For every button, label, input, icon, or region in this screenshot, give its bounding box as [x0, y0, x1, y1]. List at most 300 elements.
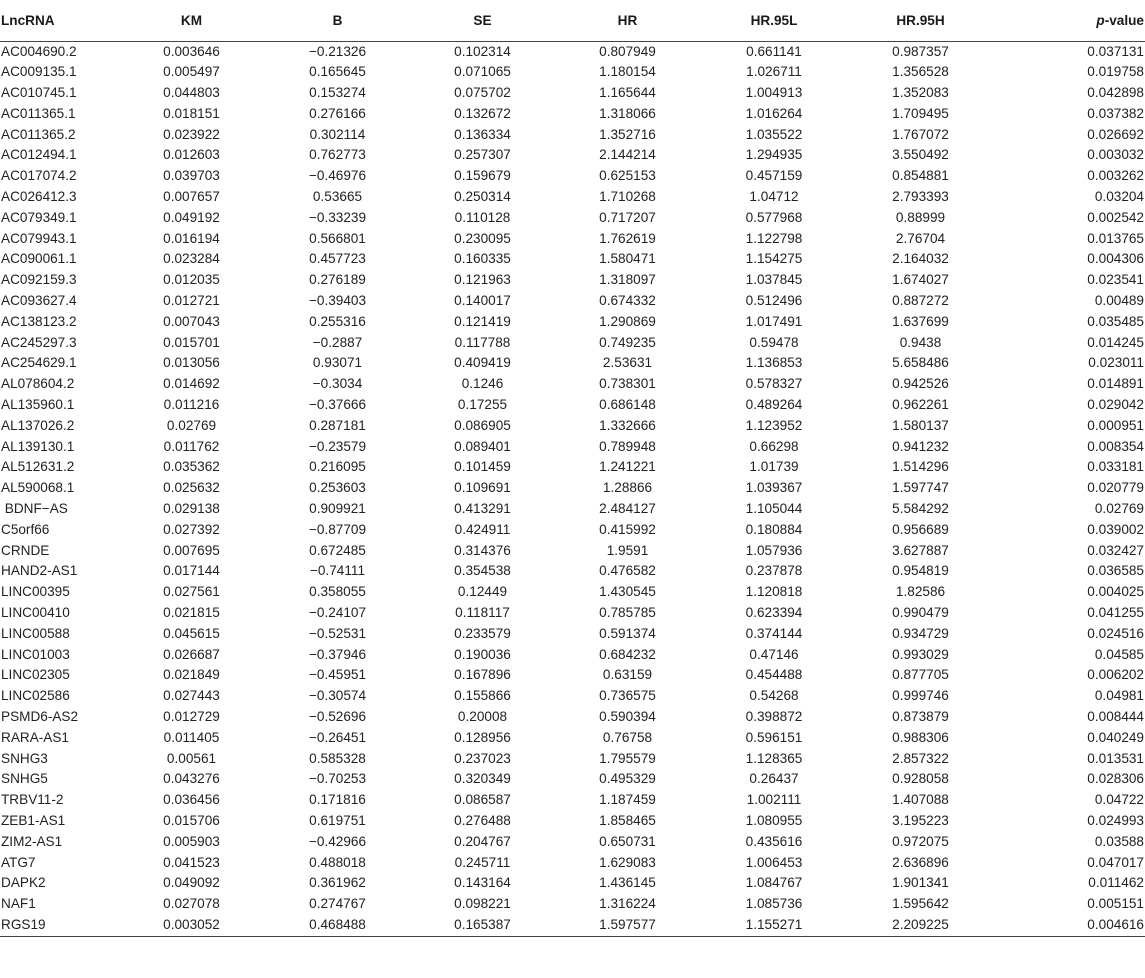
cell-pvalue: 0.047017	[1087, 854, 1144, 870]
cell-hr95h: 0.993029	[892, 646, 949, 662]
cell-se: 0.155866	[454, 688, 511, 704]
cell-km: 0.016194	[163, 230, 220, 246]
cell-km: 0.027443	[163, 688, 220, 704]
cell-hr: 0.749235	[599, 334, 656, 350]
cell-se: 0.101459	[454, 459, 511, 475]
cell-hr95h: 1.709495	[892, 105, 949, 121]
cell-se: 0.245711	[454, 854, 511, 870]
cell-lncrna: AL135960.1	[1, 397, 75, 413]
cell-hr95l: 0.398872	[745, 709, 803, 724]
cell-km: 0.044803	[163, 85, 220, 101]
cell-hr95h: 1.674027	[892, 272, 949, 288]
cell-hr95h: 2.857322	[892, 750, 949, 766]
table-row	[0, 208, 1145, 229]
cell-pvalue: 0.011462	[1088, 875, 1144, 891]
cell-lncrna: TRBV11-2	[1, 792, 64, 808]
cell-hr95l: 0.237878	[745, 563, 803, 579]
cell-hr95l: 1.04712	[749, 189, 799, 205]
cell-hr: 1.430545	[599, 584, 656, 600]
cell-hr95l: 1.123952	[745, 417, 803, 433]
cell-pvalue: 0.033181	[1087, 459, 1144, 475]
cell-hr: 0.476582	[599, 563, 656, 579]
cell-hr95l: 0.661141	[746, 43, 802, 59]
cell-pvalue: 0.03204	[1094, 189, 1144, 205]
cell-se: 0.20008	[457, 709, 508, 724]
cell-hr: 1.165644	[599, 85, 656, 101]
table-row	[0, 624, 1145, 645]
cell-se: 0.320349	[454, 771, 511, 787]
cell-se: 0.117788	[454, 334, 511, 350]
cell-pvalue: 0.02769	[1094, 501, 1144, 517]
cell-hr95h: 0.934729	[892, 625, 949, 641]
cell-se: 0.121963	[454, 272, 511, 288]
header-b: B	[265, 0, 410, 41]
cell-b: −0.52696	[308, 709, 367, 724]
table-body	[0, 41, 1145, 936]
cell-hr: 1.180154	[599, 64, 656, 80]
table-row	[0, 645, 1145, 666]
cell-km: 0.015706	[163, 812, 220, 828]
cell-b: −0.46976	[308, 168, 367, 184]
cell-km: 0.012721	[163, 293, 220, 309]
header-se: SE	[410, 0, 555, 41]
cell-lncrna: LINC00395	[1, 584, 70, 600]
table-row	[0, 790, 1145, 811]
header-hr: HR	[555, 0, 700, 41]
cell-hr95h: 1.597747	[892, 480, 949, 496]
table-row	[0, 603, 1145, 624]
cell-pvalue: 0.037382	[1087, 105, 1144, 121]
cell-hr: 0.686148	[599, 397, 656, 413]
cell-km: 0.018151	[163, 105, 220, 121]
cell-se: 0.159679	[454, 168, 511, 184]
cell-lncrna: AC026412.3	[1, 189, 77, 205]
cell-lncrna: AL139130.1	[1, 438, 75, 454]
cell-hr95h: 5.658486	[892, 355, 949, 371]
cell-km: 0.021849	[163, 667, 220, 683]
cell-hr95h: 0.954819	[892, 563, 949, 579]
cell-km: 0.007657	[163, 189, 220, 205]
cell-hr: 0.674332	[599, 293, 656, 309]
cell-hr: 1.762619	[599, 230, 656, 246]
table-row	[0, 499, 1145, 520]
cell-b: 0.468488	[265, 915, 410, 936]
cell-hr95l: 0.374144	[745, 625, 803, 641]
cell-lncrna: CRNDE	[1, 542, 50, 558]
cell-hr: 0.76758	[602, 729, 653, 745]
cell-b: 0.171816	[309, 792, 366, 808]
cell-hr95h: 3.627887	[892, 542, 949, 558]
cell-b: −0.21326	[308, 43, 367, 59]
cell-pvalue: 0.032427	[1087, 542, 1144, 558]
cell-hr95l: 0.577968	[745, 209, 803, 225]
cell-hr: 2.144214	[599, 147, 656, 163]
cell-hr95l: 1.122798	[745, 230, 803, 246]
cell-km: 0.003646	[163, 43, 220, 59]
cell-km: 0.003052	[118, 915, 265, 936]
cell-hr: 0.63159	[602, 667, 653, 683]
cell-hr95h: 0.887272	[892, 293, 949, 309]
cell-hr95h: 0.999746	[892, 688, 949, 704]
cell-km: 0.027078	[163, 896, 220, 912]
cell-b: 0.276166	[309, 105, 366, 121]
cell-se: 0.118117	[455, 605, 510, 621]
cell-pvalue: 0.000951	[1087, 417, 1144, 433]
cell-se: 0.132672	[454, 105, 511, 121]
table-row	[0, 187, 1145, 208]
cell-hr: 0.684232	[599, 646, 656, 662]
cell-hr: 0.785785	[599, 605, 656, 621]
cell-hr95h: 1.407088	[892, 792, 949, 808]
cell-lncrna: SNHG5	[1, 771, 48, 787]
cell-pvalue: 0.029042	[1087, 397, 1144, 413]
cell-pvalue: 0.04585	[1094, 646, 1144, 662]
cell-hr: 1.795579	[599, 750, 656, 766]
cell-b: −0.45951	[308, 667, 367, 683]
cell-hr95h: 0.987357	[892, 43, 949, 59]
cell-hr95h: 0.877705	[892, 667, 949, 683]
cell-hr: 1.28866	[602, 480, 653, 496]
cell-lncrna: AC093627.4	[1, 293, 77, 309]
cell-pvalue: 0.024993	[1087, 812, 1144, 828]
cell-pvalue: 0.004616	[993, 915, 1145, 936]
cell-se: 0.17255	[457, 397, 508, 413]
cell-hr95h: 0.873879	[892, 709, 949, 724]
cell-lncrna: AC017074.2	[1, 168, 77, 184]
table-row	[0, 166, 1145, 187]
cell-hr: 0.650731	[599, 833, 656, 849]
table-row	[0, 41, 1145, 62]
cell-b: −0.2887	[312, 334, 363, 350]
cell-hr: 0.738301	[599, 376, 656, 392]
cell-b: 0.762773	[309, 147, 366, 163]
cell-b: −0.70253	[308, 771, 367, 787]
cell-hr95h: 0.854881	[892, 168, 949, 184]
cell-pvalue: 0.026692	[1087, 126, 1144, 142]
cell-se: 0.086587	[454, 792, 511, 808]
cell-km: 0.011405	[163, 729, 220, 745]
header-hr95l: HR.95L	[700, 0, 848, 41]
cell-km: 0.026687	[163, 646, 220, 662]
cell-lncrna: AC079349.1	[1, 209, 77, 225]
table-row	[0, 83, 1145, 104]
table-row	[0, 457, 1145, 478]
cell-hr95l: 1.120818	[745, 584, 803, 600]
cell-se: 0.086905	[454, 417, 511, 433]
cell-km: 0.00561	[166, 750, 217, 766]
cell-hr95l: 1.084767	[745, 875, 803, 891]
cell-hr95h: 1.82586	[895, 584, 946, 600]
cell-hr95h: 1.352083	[892, 85, 949, 101]
cell-lncrna: AL078604.2	[1, 376, 75, 392]
cell-se: 0.237023	[454, 750, 511, 766]
cell-km: 0.012603	[163, 147, 220, 163]
cell-hr95h: 1.514296	[892, 459, 949, 475]
cell-b: 0.585328	[309, 750, 366, 766]
cell-b: 0.302114	[309, 126, 366, 142]
table-row	[0, 437, 1145, 458]
cell-km: 0.027561	[163, 584, 220, 600]
cell-hr95h: 2.76704	[895, 230, 946, 246]
cell-b: 0.255316	[309, 313, 366, 329]
cell-b: −0.37666	[308, 397, 367, 413]
cell-hr95l: 1.155271	[700, 915, 848, 936]
cell-b: 0.361962	[309, 875, 366, 891]
cell-pvalue: 0.023541	[1087, 272, 1144, 288]
cell-pvalue: 0.039002	[1087, 521, 1144, 537]
cell-se: 0.102314	[454, 43, 511, 59]
cell-km: 0.012035	[163, 272, 220, 288]
cell-b: 0.274767	[309, 896, 366, 912]
cell-hr95l: 1.006453	[745, 854, 803, 870]
cell-lncrna: RGS19	[0, 915, 118, 936]
cell-b: −0.30574	[308, 688, 367, 704]
header-pvalue-suffix: -value	[1104, 12, 1144, 28]
table-row	[0, 541, 1145, 562]
cell-se: 0.098221	[454, 896, 511, 912]
table-row	[0, 832, 1145, 853]
cell-hr95h: 0.942526	[892, 376, 949, 392]
cell-se: 0.167896	[454, 667, 511, 683]
cell-se: 0.110128	[454, 209, 511, 225]
cell-hr: 0.625153	[599, 168, 656, 184]
cell-se: 0.204767	[454, 833, 511, 849]
table-row	[0, 769, 1145, 790]
cell-pvalue: 0.04981	[1094, 688, 1144, 704]
cell-pvalue: 0.014891	[1087, 376, 1144, 392]
cell-km: 0.021815	[163, 605, 220, 621]
cell-lncrna: AC011365.2	[1, 126, 76, 142]
cell-km: 0.012729	[163, 709, 220, 724]
cell-pvalue: 0.004025	[1087, 584, 1144, 600]
cell-lncrna: AC254629.1	[1, 355, 77, 371]
cell-se: 0.160335	[454, 251, 511, 267]
cell-km: 0.02769	[166, 417, 217, 433]
cell-se: 0.354538	[454, 563, 511, 579]
table-row	[0, 333, 1145, 354]
cell-se: 0.121419	[454, 313, 511, 329]
cell-hr95l: 0.596151	[745, 729, 803, 745]
header-lncrna: LncRNA	[0, 0, 118, 41]
cell-hr95l: 0.457159	[745, 168, 803, 184]
table-row	[0, 395, 1145, 416]
cell-hr: 1.318066	[599, 105, 656, 121]
cell-lncrna: AL590068.1	[1, 480, 75, 496]
cell-hr95l: 1.037845	[745, 272, 803, 288]
cell-lncrna: ZEB1-AS1	[1, 812, 66, 828]
cell-b: 0.53665	[312, 189, 363, 205]
cell-hr: 1.580471	[599, 251, 656, 267]
cell-b: −0.24107	[308, 605, 367, 621]
cell-hr95l: 0.489264	[745, 397, 803, 413]
table-row	[0, 478, 1145, 499]
cell-se: 0.250314	[454, 189, 511, 205]
cell-pvalue: 0.024516	[1087, 625, 1144, 641]
cell-km: 0.023284	[163, 251, 220, 267]
header-pvalue-p: p	[1096, 12, 1105, 28]
table-row	[0, 229, 1145, 250]
cell-b: −0.3034	[312, 376, 363, 392]
cell-hr95l: 0.66298	[749, 438, 799, 454]
cell-pvalue: 0.005151	[1087, 896, 1144, 912]
cell-hr95h: 0.962261	[892, 397, 949, 413]
cell-b: −0.87709	[308, 521, 367, 537]
cell-lncrna: AC011365.1	[1, 105, 76, 121]
cell-se: 0.190036	[454, 646, 511, 662]
cell-hr95l: 1.136853	[745, 355, 803, 371]
cell-km: 0.049092	[163, 875, 220, 891]
cell-lncrna: PSMD6-AS2	[1, 709, 79, 724]
cell-pvalue: 0.041255	[1087, 605, 1144, 621]
cell-hr95l: 0.435616	[745, 833, 803, 849]
cell-b: 0.287181	[309, 417, 366, 433]
cell-hr: 1.332666	[599, 417, 656, 433]
cell-pvalue: 0.013765	[1087, 230, 1144, 246]
cell-km: 0.014692	[163, 376, 220, 392]
cell-b: 0.672485	[309, 542, 366, 558]
cell-b: 0.488018	[309, 854, 366, 870]
cell-hr: 1.629083	[599, 854, 656, 870]
cell-pvalue: 0.040249	[1087, 729, 1144, 745]
cell-km: 0.023922	[163, 126, 220, 142]
cell-hr: 0.717207	[599, 209, 656, 225]
cell-se: 0.136334	[454, 126, 511, 142]
table-row	[0, 749, 1145, 770]
cell-km: 0.015701	[163, 334, 220, 350]
cell-hr95h: 1.637699	[892, 313, 949, 329]
table-row	[0, 582, 1145, 603]
cell-lncrna: AC090061.1	[1, 251, 77, 267]
table-row	[0, 707, 1145, 728]
cell-hr: 1.858465	[599, 812, 656, 828]
cell-pvalue: 0.00489	[1094, 293, 1144, 309]
cell-hr: 1.316224	[599, 896, 656, 912]
cell-hr95h: 0.941232	[892, 438, 949, 454]
header-pvalue	[993, 0, 1145, 41]
cell-se: 0.12449	[457, 584, 508, 600]
cell-hr95l: 0.26437	[749, 771, 799, 787]
cell-b: 0.909921	[309, 501, 366, 517]
cell-pvalue: 0.003032	[1087, 147, 1144, 163]
cell-b: −0.42966	[308, 833, 367, 849]
cell-se: 0.424911	[454, 521, 511, 537]
cell-hr95l: 1.080955	[745, 812, 803, 828]
cell-hr: 0.789948	[599, 438, 656, 454]
cell-km: 0.027392	[163, 521, 220, 537]
table-row	[0, 686, 1145, 707]
cell-hr95h: 3.550492	[892, 147, 949, 163]
cell-hr: 1.352716	[599, 126, 656, 142]
cell-hr: 1.597577	[555, 915, 700, 936]
cell-lncrna: SNHG3	[1, 750, 48, 766]
cell-lncrna: DAPK2	[1, 875, 46, 891]
cell-se: 0.314376	[454, 542, 511, 558]
cell-b: −0.39403	[308, 293, 367, 309]
cell-hr95h: 0.956689	[892, 521, 949, 537]
cell-hr95h: 2.636896	[892, 854, 949, 870]
table-row	[0, 62, 1145, 83]
cell-km: 0.007043	[163, 313, 220, 329]
cell-km: 0.005903	[163, 833, 220, 849]
table-row	[0, 145, 1145, 166]
table-row	[0, 853, 1145, 874]
table-row	[0, 728, 1145, 749]
cell-hr: 2.484127	[599, 501, 656, 517]
cell-hr95l: 1.039367	[745, 480, 803, 496]
cell-se: 0.276488	[454, 812, 511, 828]
cell-hr: 0.590394	[599, 709, 656, 724]
cell-hr95h: 2.793393	[892, 189, 949, 205]
cell-b: −0.52531	[308, 625, 367, 641]
cell-lncrna: AL512631.2	[1, 459, 75, 475]
cell-hr: 1.241221	[599, 459, 656, 475]
cell-pvalue: 0.003262	[1087, 168, 1144, 184]
cell-lncrna: HAND2-AS1	[1, 563, 78, 579]
table-row	[0, 665, 1145, 686]
cell-hr95l: 1.01739	[749, 459, 799, 475]
cell-pvalue: 0.035485	[1087, 313, 1144, 329]
cell-pvalue: 0.042898	[1087, 85, 1144, 101]
table-row	[0, 353, 1145, 374]
cell-b: 0.153274	[309, 85, 366, 101]
cell-b: 0.276189	[309, 272, 366, 288]
cell-km: 0.013056	[163, 355, 220, 371]
cell-km: 0.007695	[163, 542, 220, 558]
cell-km: 0.029138	[163, 501, 220, 517]
cell-b: −0.37946	[308, 646, 367, 662]
cell-se: 0.140017	[454, 293, 511, 309]
cell-hr95l: 1.105044	[745, 501, 803, 517]
cell-se: 0.128956	[454, 729, 511, 745]
cell-pvalue: 0.008354	[1087, 438, 1144, 454]
cell-hr95l: 1.017491	[745, 313, 803, 329]
cell-hr95l: 0.180884	[745, 521, 803, 537]
cell-pvalue: 0.008444	[1087, 709, 1144, 724]
table-row	[0, 416, 1145, 437]
cell-b: 0.358055	[309, 584, 366, 600]
cell-b: 0.93071	[312, 355, 363, 371]
cell-pvalue: 0.019758	[1087, 64, 1144, 80]
cell-pvalue: 0.037131	[1087, 43, 1144, 59]
header-km: KM	[118, 0, 265, 41]
cell-km: 0.005497	[163, 64, 220, 80]
cell-hr: 0.495329	[599, 771, 656, 787]
cell-pvalue: 0.04722	[1094, 792, 1144, 808]
cell-pvalue: 0.036585	[1087, 563, 1144, 579]
cell-hr: 0.807949	[599, 43, 656, 59]
cell-b: −0.74111	[309, 563, 366, 579]
cell-b: 0.165645	[309, 64, 366, 80]
cell-hr95l: 0.47146	[749, 646, 799, 662]
cell-lncrna: AC138123.2	[1, 313, 77, 329]
cell-lncrna: NAF1	[1, 896, 36, 912]
table-row	[0, 915, 1145, 936]
cell-hr95l: 1.154275	[745, 251, 803, 267]
cell-pvalue: 0.014245	[1087, 334, 1144, 350]
cell-hr95l: 1.002111	[746, 792, 802, 808]
cell-hr: 1.318097	[599, 272, 656, 288]
table-row	[0, 873, 1145, 894]
cell-km: 0.043276	[163, 771, 220, 787]
cell-pvalue: 0.020779	[1087, 480, 1144, 496]
cell-hr95h: 1.356528	[892, 64, 949, 80]
cell-hr: 1.9591	[606, 542, 649, 558]
cell-hr95l: 0.512496	[745, 293, 803, 309]
cell-hr95l: 1.057936	[745, 542, 803, 558]
cell-se: 0.257307	[454, 147, 511, 163]
cell-b: −0.33239	[308, 209, 367, 225]
cell-lncrna: RARA-AS1	[1, 729, 69, 745]
